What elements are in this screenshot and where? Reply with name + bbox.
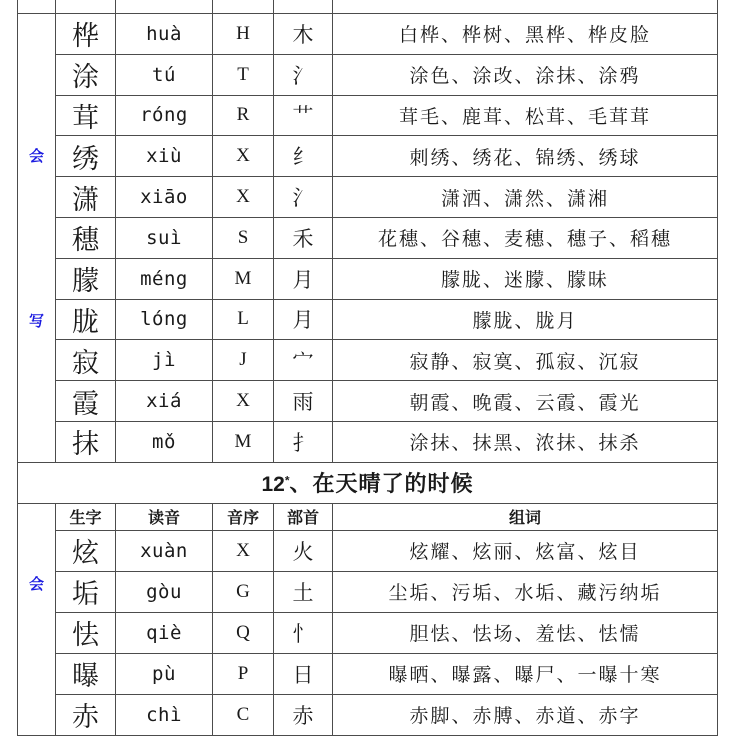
lesson-header-row [18, 462, 718, 503]
group-label-hui: 会 [28, 149, 44, 165]
pinyin-cell: pù [116, 653, 213, 694]
initial-letter-cell: X [213, 136, 274, 177]
initial-letter-cell: P [213, 653, 274, 694]
radical-cell: 土 [274, 571, 333, 612]
char-cell: 抹 [56, 421, 116, 462]
pinyin-cell: róng [116, 95, 213, 136]
pinyin-cell: xiá [116, 381, 213, 422]
lesson-title-cell [18, 462, 718, 503]
group-label-xie: 写 [28, 314, 44, 330]
vocab-row [18, 258, 718, 299]
initial-letter-cell: T [213, 54, 274, 95]
vocab-row [18, 54, 718, 95]
char-cell: 茸 [56, 95, 116, 136]
words-cell: 花穗、谷穗、麦穗、穗子、稻穗 [333, 217, 718, 258]
initial-letter-cell: M [213, 421, 274, 462]
empty-cell [274, 0, 333, 14]
vocab-row [18, 612, 718, 653]
radical-cell: 忄 [274, 612, 333, 653]
vocab-row [18, 299, 718, 340]
vocab-row [18, 381, 718, 422]
char-cell: 寂 [56, 340, 116, 381]
words-cell: 朦胧、胧月 [333, 299, 718, 340]
initial-letter-cell: J [213, 340, 274, 381]
char-cell: 绣 [56, 136, 116, 177]
radical-cell: 月 [274, 299, 333, 340]
pinyin-cell: jì [116, 340, 213, 381]
vocab-row [18, 177, 718, 218]
group-label-hui: 会 [28, 576, 44, 593]
char-cell: 垢 [56, 571, 116, 612]
char-cell: 桦 [56, 14, 116, 55]
words-cell: 白桦、桦树、黑桦、桦皮脸 [333, 14, 718, 55]
vocab-row [18, 14, 718, 55]
radical-cell: 扌 [274, 421, 333, 462]
group-cell-upper [18, 14, 56, 463]
initial-letter-cell: Q [213, 612, 274, 653]
empty-cell [56, 0, 116, 14]
words-cell: 茸毛、鹿茸、松茸、毛茸茸 [333, 95, 718, 136]
words-cell: 胆怯、怯场、羞怯、怯懦 [333, 612, 718, 653]
char-cell: 怯 [56, 612, 116, 653]
radical-cell: 艹 [274, 95, 333, 136]
char-cell: 炫 [56, 530, 116, 571]
words-cell: 赤脚、赤膊、赤道、赤字 [333, 694, 718, 735]
pinyin-cell: méng [116, 258, 213, 299]
pinyin-cell: xiāo [116, 177, 213, 218]
radical-cell: 赤 [274, 694, 333, 735]
pinyin-cell: huà [116, 14, 213, 55]
vocab-row [18, 653, 718, 694]
initial-letter-cell: M [213, 258, 274, 299]
vocab-row [18, 340, 718, 381]
initial-letter-cell: C [213, 694, 274, 735]
radical-cell: 禾 [274, 217, 333, 258]
radical-cell: 雨 [274, 381, 333, 422]
words-cell: 寂静、寂寞、孤寂、沉寂 [333, 340, 718, 381]
pinyin-cell: chì [116, 694, 213, 735]
words-cell: 朦胧、迷朦、朦昧 [333, 258, 718, 299]
lesson-number: 12 [261, 473, 285, 497]
words-cell: 炫耀、炫丽、炫富、炫目 [333, 530, 718, 571]
char-cell: 胧 [56, 299, 116, 340]
pinyin-cell: xuàn [116, 530, 213, 571]
pinyin-cell: qiè [116, 612, 213, 653]
words-cell: 尘垢、污垢、水垢、藏污纳垢 [333, 571, 718, 612]
vocab-row [18, 530, 718, 571]
radical-cell: 氵 [274, 177, 333, 218]
words-cell: 涂色、涂改、涂抹、涂鸦 [333, 54, 718, 95]
pinyin-cell: lóng [116, 299, 213, 340]
column-header-radical: 部首 [274, 503, 333, 530]
initial-letter-cell: G [213, 571, 274, 612]
char-cell: 潇 [56, 177, 116, 218]
vocab-row [18, 136, 718, 177]
char-cell: 穗 [56, 217, 116, 258]
cutoff-row-top [18, 0, 718, 14]
pinyin-cell: mǒ [116, 421, 213, 462]
vocab-row [18, 571, 718, 612]
vocab-table [17, 0, 718, 736]
column-header-row [18, 503, 718, 530]
initial-letter-cell: R [213, 95, 274, 136]
vocab-row [18, 217, 718, 258]
vocab-row [18, 421, 718, 462]
document-page [17, 0, 717, 736]
pinyin-cell: suì [116, 217, 213, 258]
lesson-star: * [284, 473, 290, 488]
words-cell: 潇洒、潇然、潇湘 [333, 177, 718, 218]
initial-letter-cell: L [213, 299, 274, 340]
radical-cell: 木 [274, 14, 333, 55]
initial-letter-cell: X [213, 177, 274, 218]
words-cell: 涂抹、抹黑、浓抹、抹杀 [333, 421, 718, 462]
column-header-pinyin: 读音 [116, 503, 213, 530]
pinyin-cell: xiù [116, 136, 213, 177]
initial-letter-cell: X [213, 381, 274, 422]
column-header-words: 组词 [333, 503, 718, 530]
radical-cell: 月 [274, 258, 333, 299]
char-cell: 曝 [56, 653, 116, 694]
empty-cell [18, 0, 56, 14]
radical-cell: 火 [274, 530, 333, 571]
vocab-row [18, 95, 718, 136]
radical-cell: 宀 [274, 340, 333, 381]
column-header-char: 生字 [56, 503, 116, 530]
words-cell: 朝霞、晚霞、云霞、霞光 [333, 381, 718, 422]
initial-letter-cell: H [213, 14, 274, 55]
lesson-title: 、在天晴了的时候 [289, 471, 474, 497]
empty-cell [116, 0, 213, 14]
empty-cell [213, 0, 274, 14]
char-cell: 朦 [56, 258, 116, 299]
radical-cell: 日 [274, 653, 333, 694]
group-cell-lower [18, 503, 56, 735]
vocab-row-cutoff [18, 694, 718, 735]
initial-letter-cell: S [213, 217, 274, 258]
char-cell: 赤 [56, 694, 116, 735]
words-cell: 刺绣、绣花、锦绣、绣球 [333, 136, 718, 177]
char-cell: 霞 [56, 381, 116, 422]
radical-cell: 氵 [274, 54, 333, 95]
empty-cell [333, 0, 718, 14]
words-cell: 曝晒、曝露、曝尸、一曝十寒 [333, 653, 718, 694]
initial-letter-cell: X [213, 530, 274, 571]
pinyin-cell: gòu [116, 571, 213, 612]
radical-cell: 纟 [274, 136, 333, 177]
char-cell: 涂 [56, 54, 116, 95]
pinyin-cell: tú [116, 54, 213, 95]
column-header-letter: 音序 [213, 503, 274, 530]
